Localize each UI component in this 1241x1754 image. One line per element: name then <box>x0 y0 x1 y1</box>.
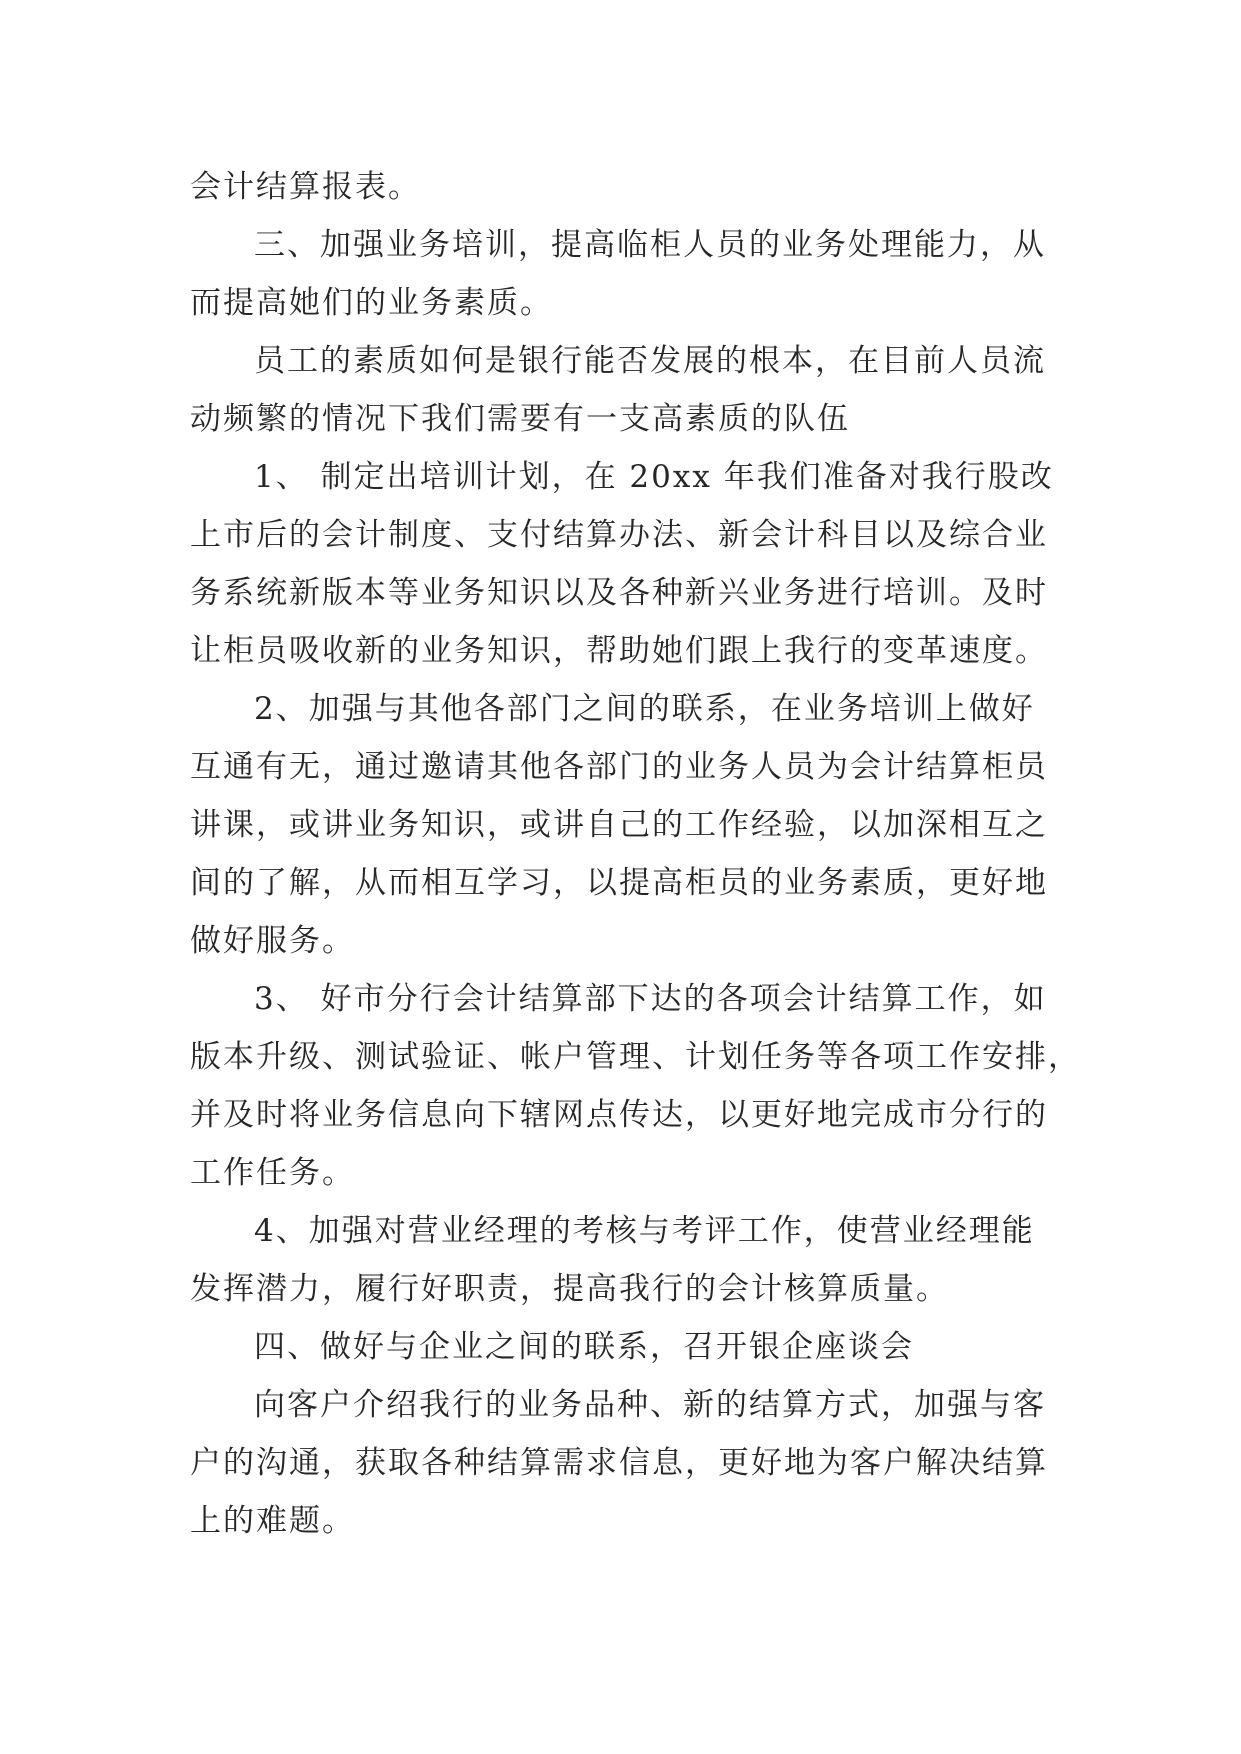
text-line: 会计结算报表。 <box>190 169 421 205</box>
text-line: 并及时将业务信息向下辖网点传达，以更好地完成市分行的 <box>190 1097 1048 1133</box>
text-line: 工作任务。 <box>190 1155 355 1191</box>
text-line: 向客户介绍我行的业务品种、新的结算方式，加强与客 <box>254 1387 1046 1423</box>
text-line: 上市后的会计制度、支付结算办法、新会计科目以及综合业 <box>190 517 1048 553</box>
text-line: 让柜员吸收新的业务知识，帮助她们跟上我行的变革速度。 <box>190 633 1048 669</box>
text-line: 做好服务。 <box>190 923 355 959</box>
text-line: 员工的素质如何是银行能否发展的根本，在目前人员流 <box>254 343 1046 379</box>
text-line: 2、加强与其他各部门之间的联系，在业务培训上做好 <box>254 691 1035 727</box>
text-line: 4、加强对营业经理的考核与考评工作，使营业经理能 <box>254 1213 1035 1249</box>
text-line: 动频繁的情况下我们需要有一支高素质的队伍 <box>190 401 850 437</box>
text-line: 务系统新版本等业务知识以及各种新兴业务进行培训。及时 <box>190 575 1048 611</box>
text-line: 发挥潜力，履行好职责，提高我行的会计核算质量。 <box>190 1271 949 1307</box>
text-line: 户的沟通，获取各种结算需求信息，更好地为客户解决结算 <box>190 1445 1048 1481</box>
text-line: 1、 制定出培训计划，在 20xx 年我们准备对我行股改 <box>254 459 1054 495</box>
document-body <box>190 158 1081 1550</box>
text-line: 讲课，或讲业务知识，或讲自己的工作经验，以加深相互之 <box>190 807 1048 843</box>
text-line: 互通有无，通过邀请其他各部门的业务人员为会计结算柜员 <box>190 749 1048 785</box>
text-line: 三、加强业务培训，提高临柜人员的业务处理能力，从 <box>254 227 1046 263</box>
text-line: 间的了解，从而相互学习，以提高柜员的业务素质，更好地 <box>190 865 1048 901</box>
text-line: 版本升级、测试验证、帐户管理、计划任务等各项工作安排， <box>190 1039 1081 1075</box>
text-line: 上的难题。 <box>190 1503 355 1539</box>
text-line: 四、做好与企业之间的联系，召开银企座谈会 <box>254 1329 914 1365</box>
text-line: 3、 好市分行会计结算部下达的各项会计结算工作，如 <box>254 981 1047 1017</box>
text-line: 而提高她们的业务素质。 <box>190 285 553 321</box>
